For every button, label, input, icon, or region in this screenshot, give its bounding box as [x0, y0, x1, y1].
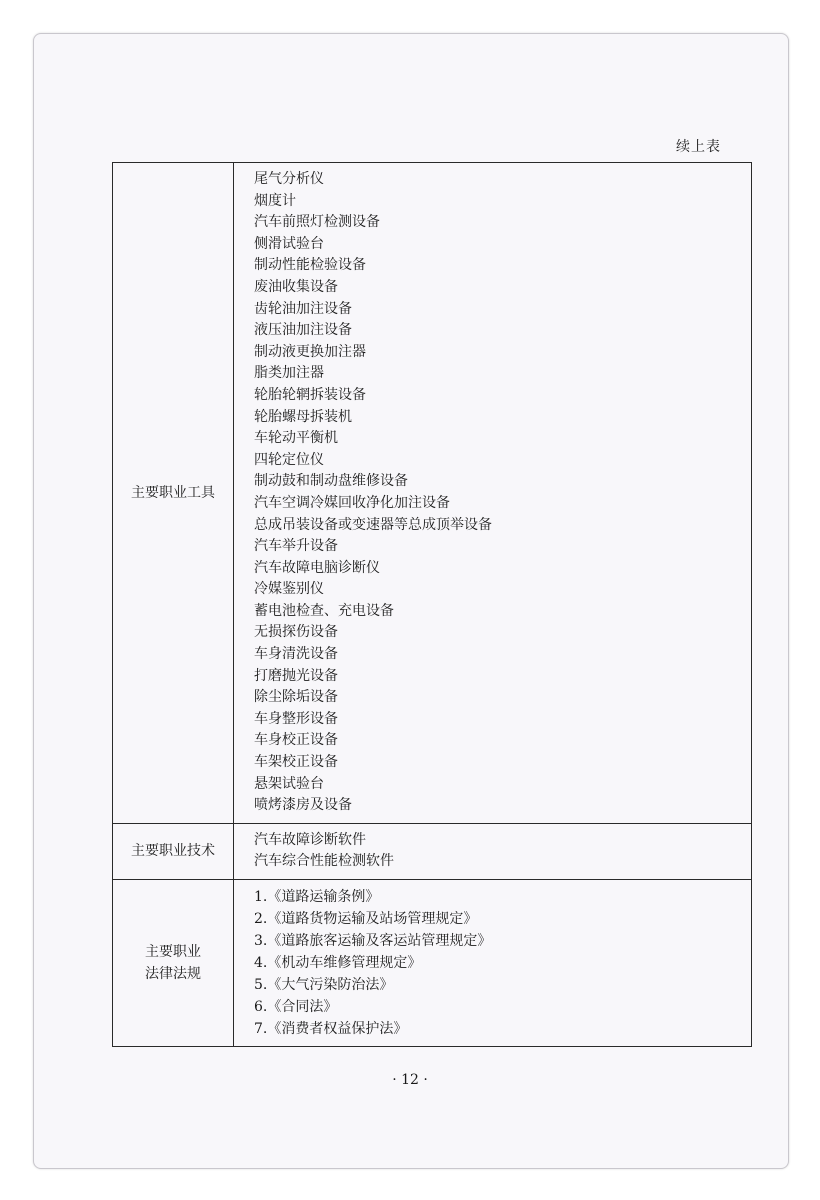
- list-item: 液压油加注设备: [254, 322, 352, 339]
- laws-list: [234, 880, 752, 1047]
- technology-list: [234, 823, 752, 879]
- list-item: 4.《机动车维修管理规定》: [254, 955, 422, 971]
- list-item: 烟度计: [254, 192, 296, 209]
- list-item: 蓄电池检查、充电设备: [254, 602, 394, 619]
- list-item: 3.《道路旅客运输及客运站管理规定》: [254, 933, 492, 949]
- list-item: 汽车故障诊断软件: [254, 831, 366, 848]
- list-item: 喷烤漆房及设备: [254, 797, 352, 814]
- list-item: 四轮定位仪: [254, 451, 324, 468]
- list-item: 车身清洗设备: [254, 646, 338, 663]
- list-item: 车轮动平衡机: [254, 430, 338, 447]
- list-item: 制动液更换加注器: [254, 343, 366, 360]
- list-item: 齿轮油加注设备: [254, 300, 352, 317]
- page-number: · 12 ·: [392, 1072, 428, 1088]
- list-item: 2.《道路货物运输及站场管理规定》: [254, 911, 478, 927]
- list-item: 总成吊装设备或变速器等总成顶举设备: [254, 516, 492, 533]
- list-item: 悬架试验台: [254, 775, 324, 792]
- row-label-technology: 主要职业技术: [113, 823, 234, 879]
- table-row: [113, 163, 752, 824]
- row-label-laws: [113, 880, 234, 1047]
- list-item: 汽车举升设备: [254, 538, 338, 555]
- list-item: 汽车空调冷媒回收净化加注设备: [254, 494, 450, 511]
- row-label-laws-line: 主要职业: [145, 944, 201, 960]
- list-item: 打磨抛光设备: [254, 667, 338, 684]
- list-item: 车身整形设备: [254, 710, 338, 727]
- list-item: 轮胎螺母拆装机: [254, 408, 352, 425]
- list-item: 制动性能检验设备: [254, 257, 366, 274]
- occupation-table: [112, 162, 752, 1047]
- list-item: 汽车前照灯检测设备: [254, 214, 380, 231]
- table-row: [113, 823, 752, 879]
- list-item: 5.《大气污染防治法》: [254, 977, 394, 993]
- list-item: 制动鼓和制动盘维修设备: [254, 473, 408, 490]
- list-item: 轮胎轮辋拆装设备: [254, 386, 366, 403]
- list-item: 废油收集设备: [254, 278, 338, 295]
- list-item: 1.《道路运输条例》: [254, 889, 380, 905]
- list-item: 车身校正设备: [254, 732, 338, 749]
- list-item: 无损探伤设备: [254, 624, 338, 641]
- list-item: 尾气分析仪: [254, 171, 324, 187]
- row-label-tools: 主要职业工具: [113, 163, 234, 824]
- tools-list: [234, 163, 752, 824]
- list-item: 除尘除垢设备: [254, 689, 338, 706]
- list-item: 7.《消费者权益保护法》: [254, 1021, 408, 1037]
- list-item: 冷媒鉴别仪: [254, 581, 324, 598]
- row-label-laws-line: 法律法规: [145, 966, 201, 982]
- list-item: 汽车综合性能检测软件: [254, 853, 394, 870]
- list-item: 6.《合同法》: [254, 999, 338, 1015]
- list-item: 车架校正设备: [254, 754, 338, 771]
- continued-label: 续上表: [676, 139, 721, 155]
- table-row: [113, 880, 752, 1047]
- list-item: 汽车故障电脑诊断仪: [254, 559, 380, 576]
- list-item: 侧滑试验台: [254, 235, 324, 252]
- list-item: 脂类加注器: [254, 365, 324, 382]
